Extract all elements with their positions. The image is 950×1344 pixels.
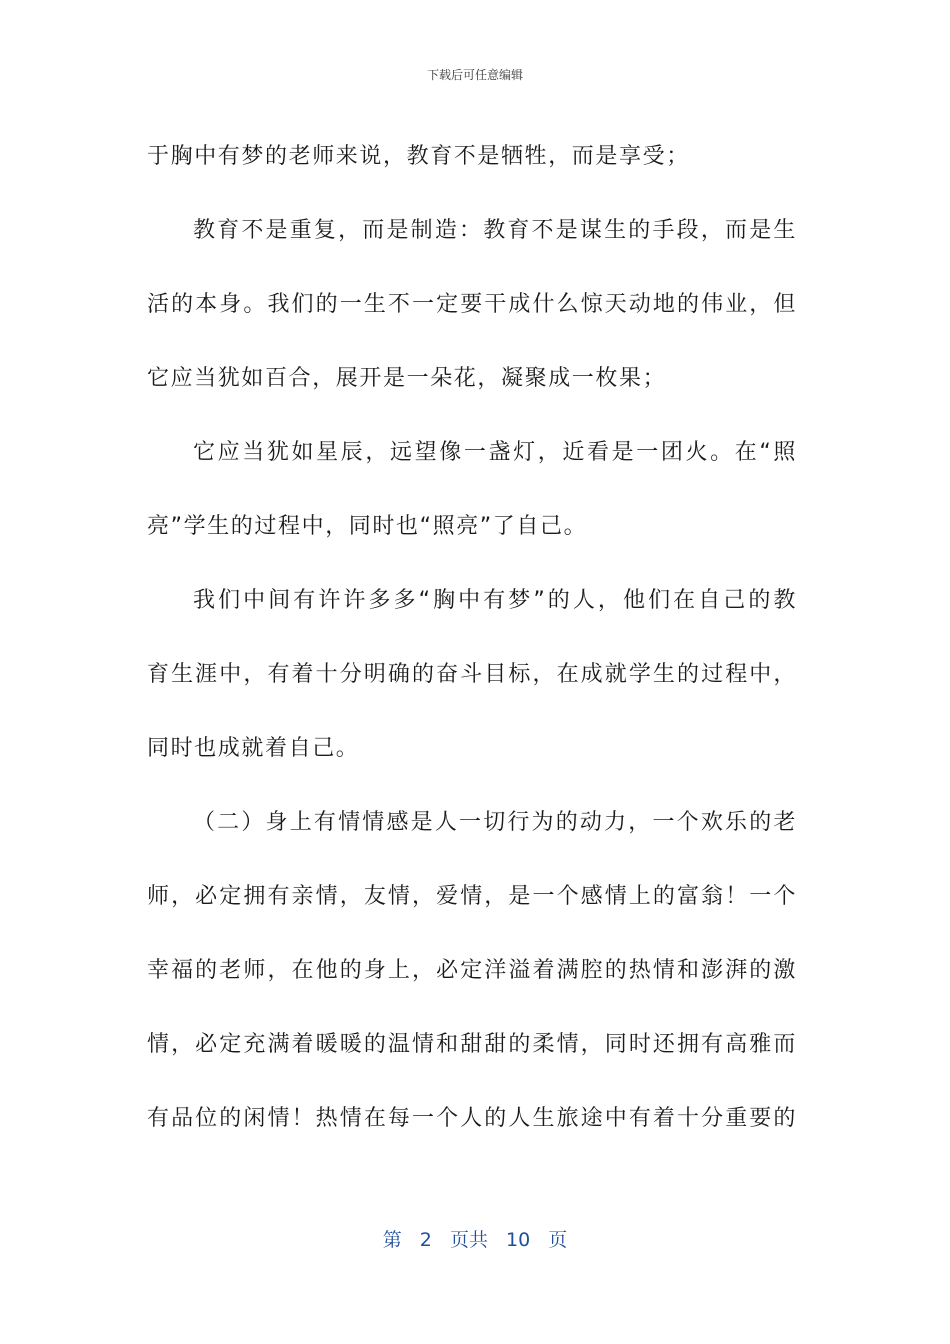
footer-total-pages: 10 — [506, 1229, 531, 1251]
body-line-5: 它应当犹如星辰，远望像一盏灯，近看是一团火。在“照 — [193, 440, 797, 465]
body-line-6: 亮”学生的过程中，同时也“照亮”了自己。 — [147, 514, 588, 539]
page-footer — [0, 1225, 950, 1252]
page-header: 下载后可任意编辑 — [426, 68, 523, 82]
body-line-3: 活的本身。我们的一生不一定要干成什么惊天动地的伟业，但 — [147, 292, 797, 317]
body-line-1: 于胸中有梦的老师来说，教育不是牺牲，而是享受； — [147, 144, 690, 169]
body-line-2: 教育不是重复，而是制造：教育不是谋生的手段，而是生 — [193, 218, 797, 243]
footer-middle: 页共 — [449, 1229, 488, 1251]
footer-page-number: 2 — [419, 1229, 432, 1251]
footer-suffix: 页 — [548, 1229, 568, 1251]
body-line-14: 有品位的闲情！热情在每一个人的人生旅途中有着十分重要的 — [147, 1106, 797, 1131]
footer-prefix: 第 — [382, 1229, 402, 1251]
body-line-9: 同时也成就着自己。 — [147, 736, 360, 761]
body-line-8: 育生涯中，有着十分明确的奋斗目标，在成就学生的过程中， — [147, 662, 797, 687]
body-line-11: 师，必定拥有亲情，友情，爱情，是一个感情上的富翁！一个 — [147, 884, 797, 909]
body-line-4: 它应当犹如百合，展开是一朵花，凝聚成一枚果； — [147, 366, 667, 391]
body-line-13: 情，必定充满着暖暖的温情和甜甜的柔情，同时还拥有高雅而 — [147, 1032, 797, 1057]
body-line-12: 幸福的老师，在他的身上，必定洋溢着满腔的热情和澎湃的激 — [147, 958, 797, 983]
body-line-10: （二）身上有情情感是人一切行为的动力，一个欢乐的老 — [193, 810, 797, 835]
document-body — [147, 120, 797, 1156]
body-line-7: 我们中间有许许多多“胸中有梦”的人，他们在自己的教 — [193, 588, 797, 613]
